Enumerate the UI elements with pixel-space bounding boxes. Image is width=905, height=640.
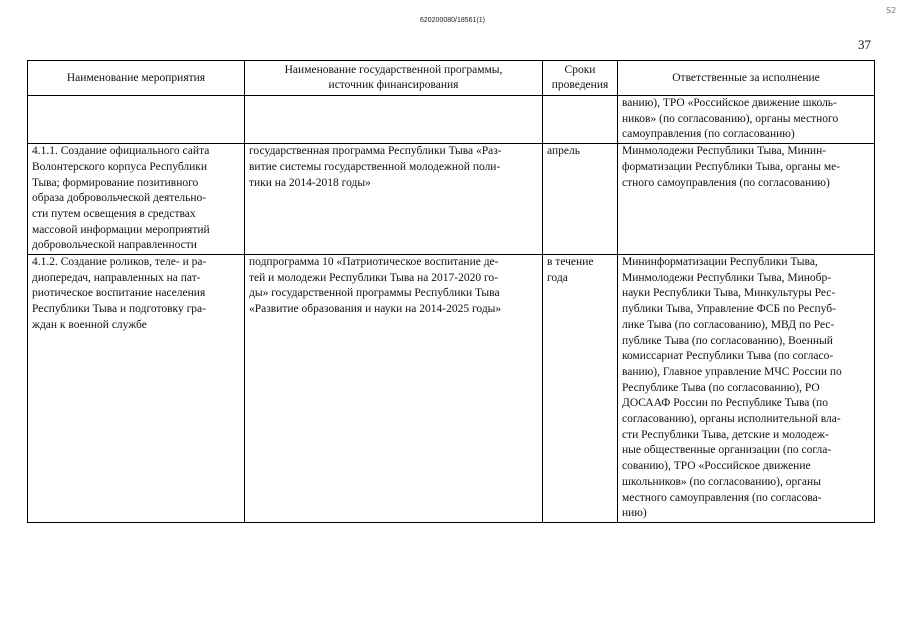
cell-term: апрель [543,144,618,255]
table-row [28,96,875,144]
table-header-row [28,61,875,96]
cell-responsible: Минмолодежи Республики Тыва, Минин- форматизации Республики Тыва, органы ме- стного самоуправления (по согласованию) [618,144,875,255]
table-row [28,144,875,255]
cell-program: государственная программа Республики Тыва «Раз- витие системы государственной молодежной поли- тики на 2014-2018 годы» [245,144,543,255]
cell-term [543,96,618,144]
cell-program [245,96,543,144]
events-table [27,60,875,523]
cell-responsible: ванию), ТРО «Российское движение школь- ников» (по согласованию), органы местного самоуправления (по согласованию) [618,96,875,144]
header-program-source: Наименование государственной программы, источник финансирования [245,61,543,96]
table-row [28,255,875,523]
header-responsible: Ответственные за исполнение [618,61,875,96]
header-term: Сроки проведения [543,61,618,96]
header-event-name: Наименование мероприятия [28,61,245,96]
cell-event: 4.1.2. Создание роликов, теле- и ра- диопередач, направленных на пат- риотическое воспитание населения Республики Тыва и подготовку гра- ждан к военной службе [28,255,245,523]
page-number: 37 [858,37,871,52]
document-id-code: 620200080/18561(1) [419,17,485,24]
cell-event [28,96,245,144]
cell-responsible: Мининформатизации Республики Тыва, Минмолодежи Республики Тыва, Минобр- науки Республики Тыва, Минкультуры Рес- публики Тыва, Управление ФСБ по Респуб- лике Тыва (по согласованию), МВД по Рес- публике Тыва (по согласованию), Военный комиссариат Республики Тыва (по согласо- ванию), Главное управление МЧС России по Республике Тыва (по согласованию), РО ДОСААФ России по Республике Тыва (по согласованию), органы исполнительной вла- сти Республики Тыва, детские и молодеж- ные общественные организации (по согла- сованию), ТРО «Российское движение школьников» (по согласованию), органы местного самоуправления (по согласова- нию) [618,255,875,523]
cell-term: в течение года [543,255,618,523]
cell-event: 4.1.1. Создание официального сайта Волонтерского корпуса Республики Тыва; формирование позитивного образа добровольческой деятельно- сти путем освещения в средствах массовой информации мероприятий добровольческой направленности [28,144,245,255]
cell-program: подпрограмма 10 «Патриотическое воспитание де- тей и молодежи Республики Тыва на 2017-2020 го- ды» государственной программы Республики Тыва «Развитие образования и науки на 2014-2025 годы» [245,255,543,523]
corner-mark: S2 [886,6,897,15]
